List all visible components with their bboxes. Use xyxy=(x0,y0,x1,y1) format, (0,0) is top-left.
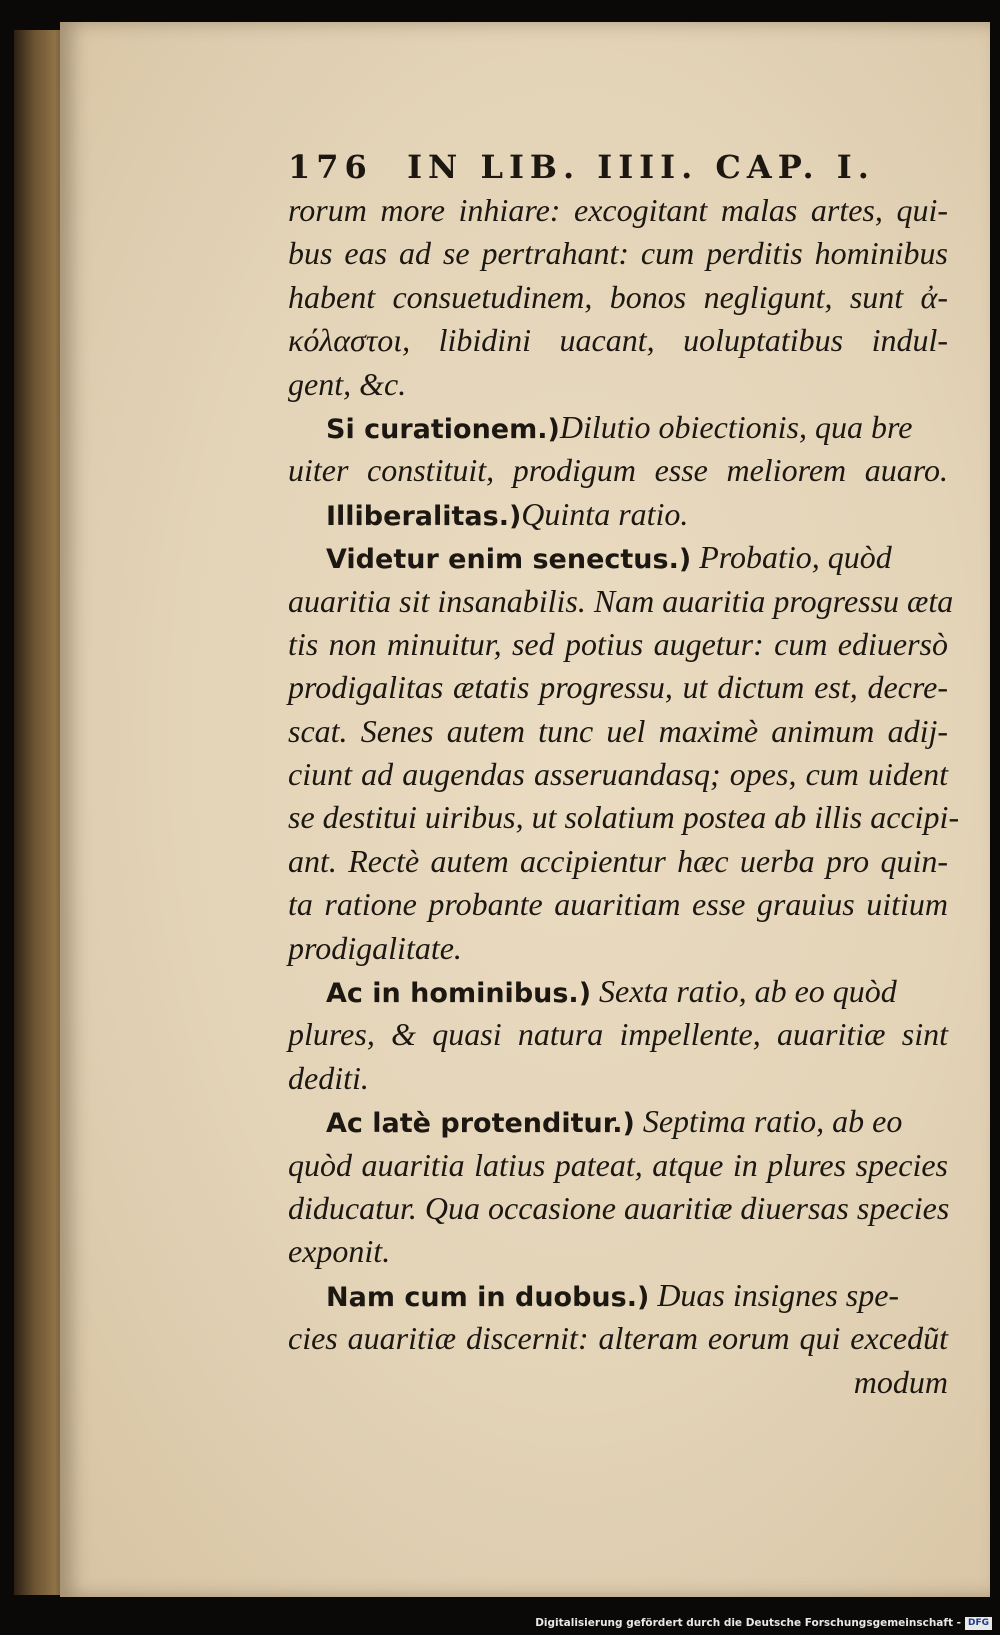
credit-text: Digitalisierung gefördert durch die Deutsche Forschungsgemeinschaft - xyxy=(535,1617,961,1629)
text-line: scat. Senes autem tunc uel maximè animum adij- xyxy=(288,712,948,749)
text-line: plures, & quasi natura impellente, auaritiæ sint xyxy=(288,1016,948,1053)
lemma: Ac in hominibus.) xyxy=(326,978,592,1010)
text-line: habent consuetudinem, bonos negligunt, sunt ἀ- xyxy=(288,278,948,315)
text-line: Si curationem.)Dilutio obiectionis, qua bre xyxy=(326,408,913,445)
running-title: IN LIB. IIII. CAP. I. xyxy=(407,148,875,186)
lemma: Illiberalitas.) xyxy=(326,500,522,532)
text-line: prodigalitas ætatis progressu, ut dictum est, decre- xyxy=(288,669,948,706)
lemma: Videtur enim senectus.) xyxy=(326,544,692,576)
text-line: uiter constituit, prodigum esse meliorem auaro. xyxy=(288,452,948,489)
text-line: Illiberalitas.)Quinta ratio. xyxy=(326,495,689,532)
text-line: dediti. xyxy=(288,1059,369,1096)
dfg-logo-icon: DFG xyxy=(965,1617,992,1630)
text-line: auaritia sit insanabilis. Nam auaritia progressu æta xyxy=(288,582,954,619)
text-line: ta ratione probante auaritiam esse grauius uitium xyxy=(288,886,948,923)
text-line: Ac in hominibus.) Sexta ratio, ab eo quòd xyxy=(326,973,897,1010)
lemma: Si curationem.) xyxy=(326,413,560,445)
text-line: tis non minuitur, sed potius augetur: cum ediuersò xyxy=(288,625,948,662)
text-line: gent, &c. xyxy=(288,365,407,402)
page-number: 176 xyxy=(288,148,373,186)
text-line: exponit. xyxy=(288,1233,391,1270)
text-line: bus eas ad se pertrahant: cum perditis hominibus xyxy=(288,235,948,272)
digitization-credit xyxy=(535,1614,992,1632)
text-line: rorum more inhiare: excogitant malas artes, qui- xyxy=(288,192,948,228)
running-header xyxy=(288,145,948,189)
text-line: prodigalitate. xyxy=(288,929,462,966)
text-line: diducatur. Qua occasione auaritiæ diuersas species xyxy=(288,1189,950,1226)
lemma: Ac latè protenditur.) xyxy=(326,1108,635,1140)
text-line: Nam cum in duobus.) Duas insignes spe- xyxy=(326,1276,900,1313)
catchword: modum xyxy=(853,1363,948,1400)
page-text-block xyxy=(288,145,960,1404)
text-line: ciunt ad augendas asseruandasq; opes, cum uident xyxy=(288,756,948,793)
text-line: ant. Rectè autem accipientur hæc uerba pro quin- xyxy=(288,842,948,879)
text-line: cies auaritiæ discernit: alteram eorum qui excedũt xyxy=(288,1320,948,1357)
text-line: quòd auaritia latius pateat, atque in plures species xyxy=(288,1146,948,1183)
text-line: se destitui uiribus, ut solatium postea ab illis accipi- xyxy=(288,799,960,836)
text-line: κόλαστοι, libidini uacant, uoluptatibus indul- xyxy=(288,322,948,359)
lemma: Nam cum in duobus.) xyxy=(326,1281,650,1313)
text-line: Ac latè protenditur.) Septima ratio, ab eo xyxy=(326,1103,903,1140)
text-line: Videtur enim senectus.) Probatio, quòd xyxy=(326,539,892,576)
